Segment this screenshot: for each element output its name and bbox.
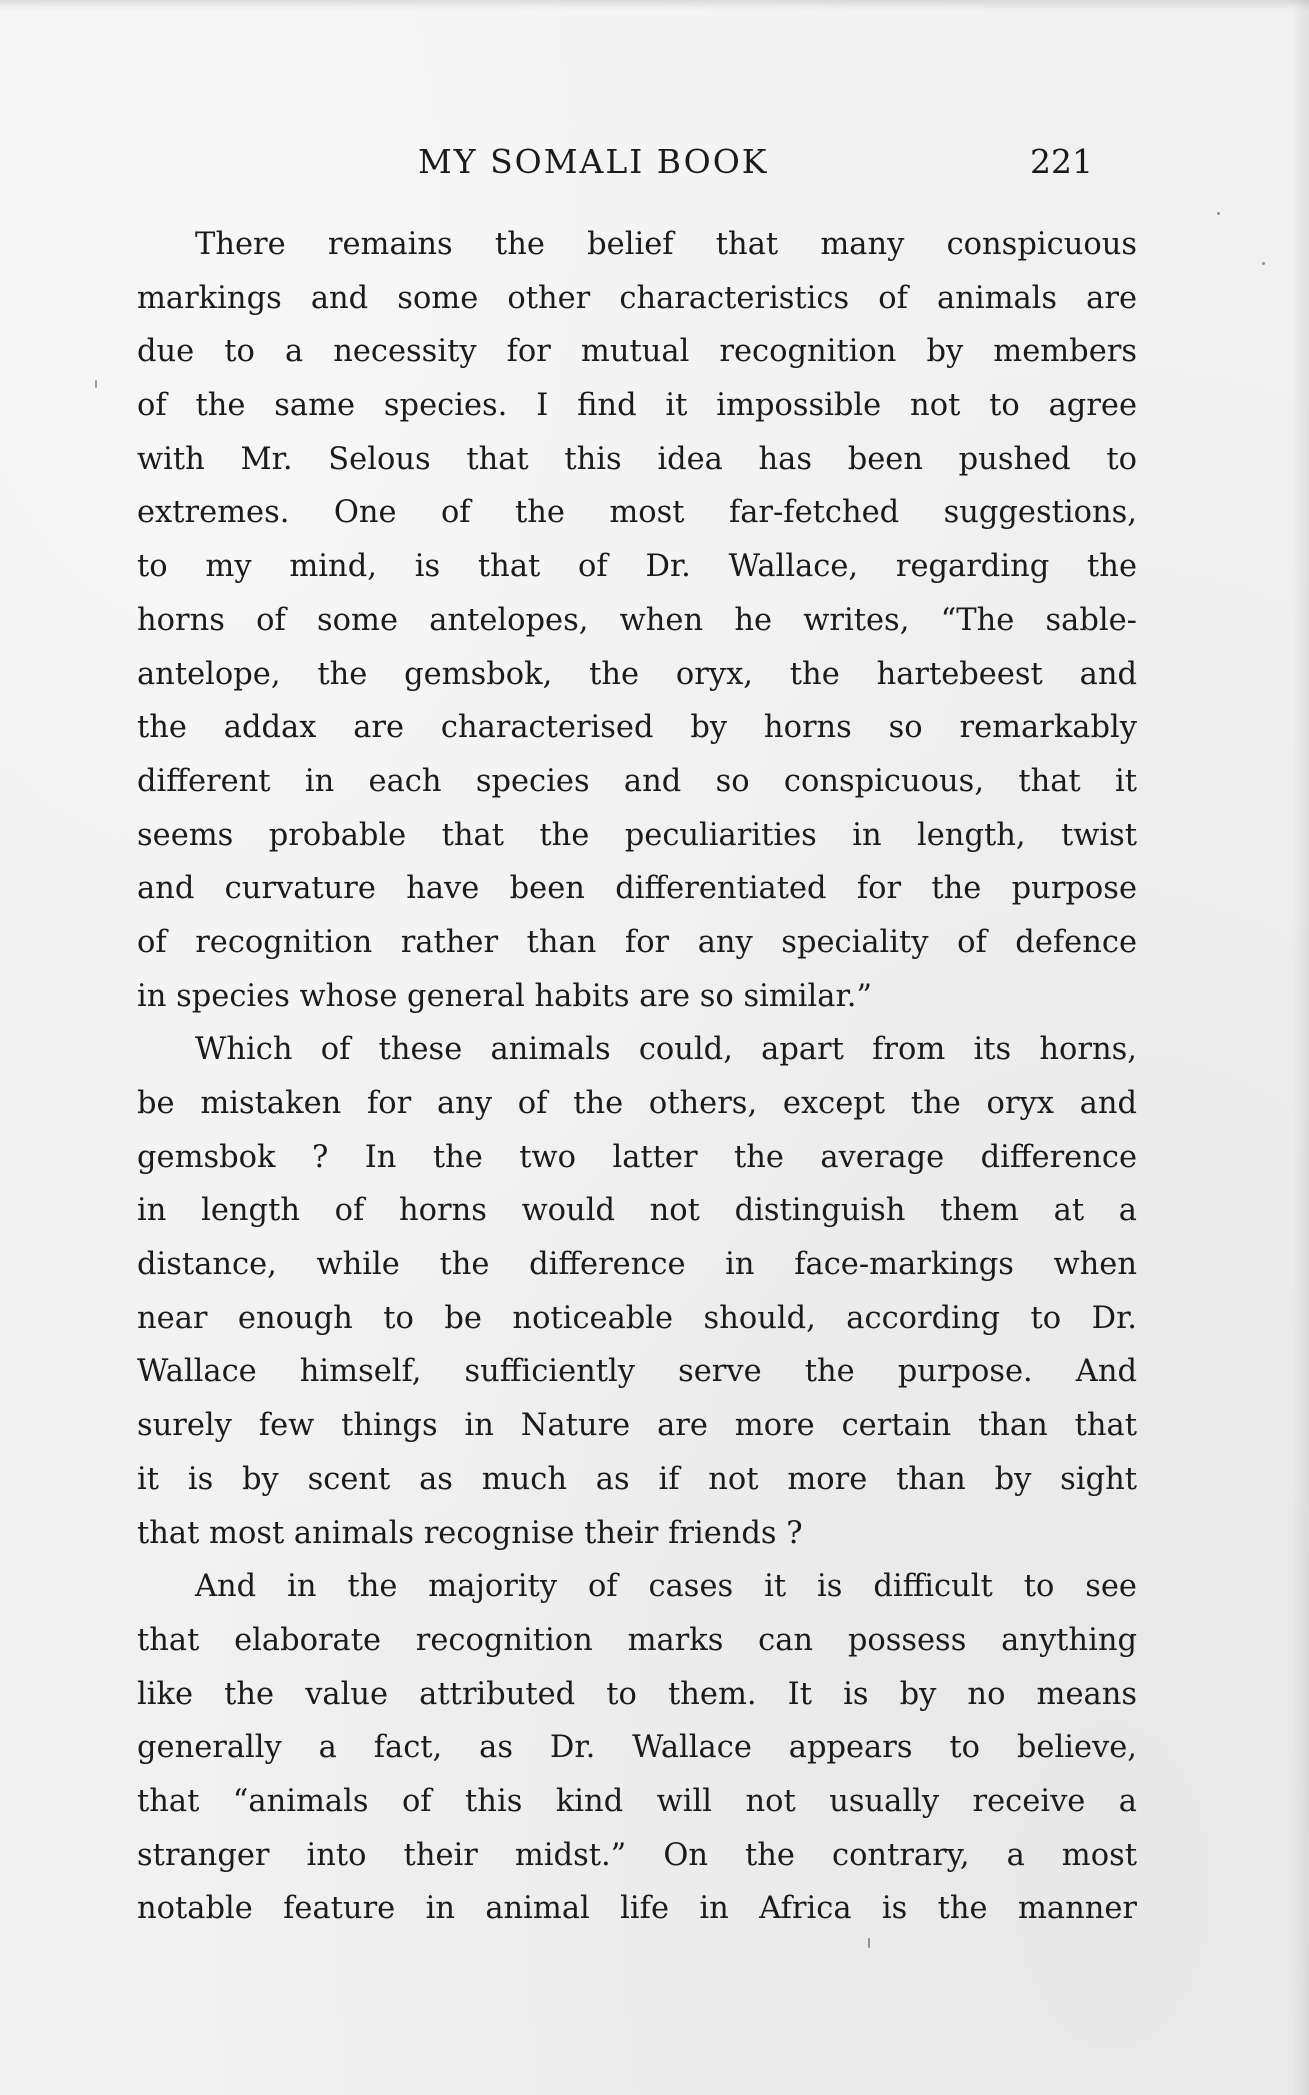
- page-top-edge-shadow: [0, 0, 1309, 10]
- paper-speck: [1262, 262, 1265, 265]
- text-line: in species whose general habits are so similar.”: [137, 978, 873, 1014]
- paragraph-2: [137, 1023, 1137, 1560]
- text-line: that most animals recognise their friends ?: [137, 1515, 803, 1551]
- text-line: due to a necessity for mutual recognition by members: [137, 334, 1137, 370]
- text-line: There remains the belief that many conspicuous: [195, 227, 1137, 262]
- text-line: that “animals of this kind will not usually receive a: [137, 1783, 1137, 1819]
- text-line: seems probable that the peculiarities in length, twist: [137, 817, 1137, 853]
- text-line: And in the majority of cases it is difficult to see: [195, 1569, 1137, 1605]
- page-number: 221: [1030, 142, 1093, 181]
- text-line: different in each species and so conspicuous, that it: [137, 763, 1137, 799]
- text-line: be mistaken for any of the others, except the oryx and: [137, 1086, 1137, 1121]
- text-line: antelope, the gemsbok, the oryx, the hartebeest and: [137, 656, 1137, 692]
- text-line: Wallace himself, sufficiently serve the purpose. And: [137, 1354, 1137, 1390]
- text-line: of recognition rather than for any speciality of defence: [137, 924, 1137, 960]
- text-line: stranger into their midst.” On the contrary, a most: [137, 1837, 1137, 1873]
- text-line: the addax are characterised by horns so remarkably: [137, 710, 1137, 746]
- text-line: generally a fact, as Dr. Wallace appears to believe,: [137, 1730, 1137, 1766]
- text-line: horns of some antelopes, when he writes, “The sable-: [137, 602, 1137, 638]
- text-line: in length of horns would not distinguish them at a: [137, 1193, 1137, 1229]
- text-line: surely few things in Nature are more certain than that: [137, 1408, 1137, 1444]
- text-line: extremes. One of the most far-fetched suggestions,: [137, 495, 1137, 531]
- text-line: Which of these animals could, apart from its horns,: [195, 1032, 1137, 1068]
- text-line: gemsbok ? In the two latter the average difference: [137, 1139, 1137, 1175]
- text-line: of the same species. I find it impossible not to agree: [137, 388, 1137, 424]
- text-line: notable feature in animal life in Africa is the manner: [137, 1891, 1137, 1927]
- text-line: with Mr. Selous that this idea has been pushed to: [137, 441, 1137, 477]
- text-line: markings and some other characteristics of animals are: [137, 280, 1137, 316]
- text-line: it is by scent as much as if not more than by sight: [137, 1461, 1137, 1497]
- page-right-edge-shadow: [1291, 0, 1309, 2095]
- running-head-title: MY SOMALI BOOK: [418, 142, 769, 181]
- text-line: like the value attributed to them. It is by no means: [137, 1676, 1137, 1712]
- text-line: near enough to be noticeable should, according to Dr.: [137, 1300, 1137, 1336]
- text-line: distance, while the difference in face-markings when: [137, 1247, 1137, 1283]
- paragraph-1: [137, 218, 1137, 1023]
- text-line: and curvature have been differentiated for the purpose: [137, 871, 1137, 907]
- paragraph-3: [137, 1560, 1137, 1936]
- paper-speck: [1217, 212, 1220, 215]
- paper-speck: [868, 1938, 870, 1948]
- running-head: [0, 142, 1309, 192]
- text-line: to my mind, is that of Dr. Wallace, regarding the: [137, 549, 1137, 585]
- text-line: that elaborate recognition marks can possess anything: [137, 1622, 1137, 1658]
- body-text: [137, 218, 1137, 1936]
- paper-speck: [95, 380, 97, 388]
